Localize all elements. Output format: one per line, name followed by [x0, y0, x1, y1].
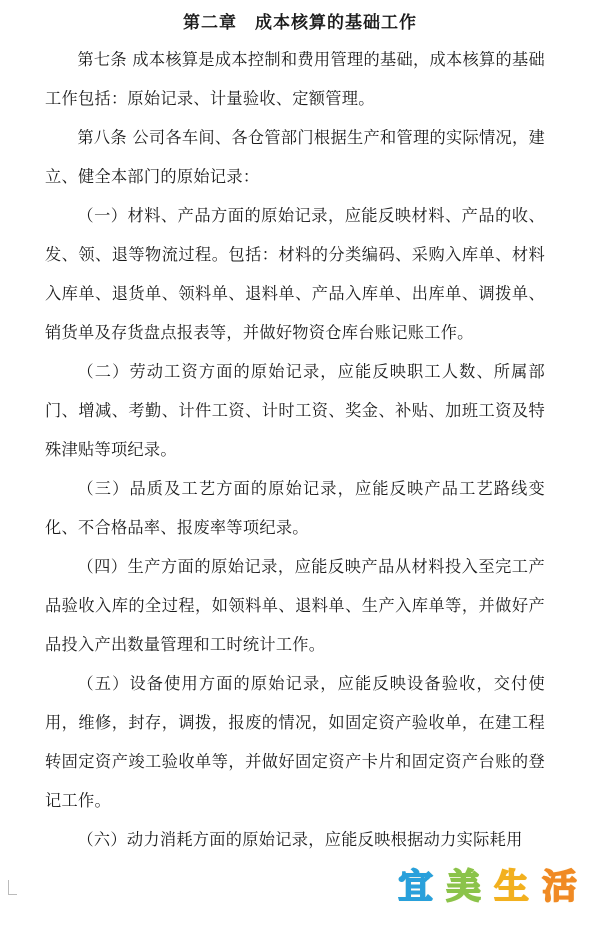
- document-body: [45, 40, 545, 859]
- watermark-char: 活: [542, 867, 577, 907]
- paragraph-production-records: （四）生产方面的原始记录，应能反映产品从材料投入至完工产品验收入库的全过程，如领料单、退料单、生产入库单等，并做好产品投入产出数量管理和工时统计工作。: [45, 557, 545, 654]
- paragraph-article-7: 第七条 成本核算是成本控制和费用管理的基础，成本核算的基础工作包括：原始记录、计量验收、定额管理。: [45, 50, 545, 108]
- paragraph-article-8: 第八条 公司各车间、各仓管部门根据生产和管理的实际情况，建立、健全本部门的原始记录：: [45, 128, 545, 186]
- paragraph-labor-records: （二）劳动工资方面的原始记录，应能反映职工人数、所属部门、增减、考勤、计件工资、计时工资、奖金、补贴、加班工资及特殊津贴等项纪录。: [45, 362, 545, 459]
- watermark-char: 美: [446, 867, 481, 907]
- watermark-char: 生: [494, 867, 529, 907]
- watermark-logo: [394, 862, 581, 905]
- paragraph-materials-records: （一）材料、产品方面的原始记录，应能反映材料、产品的收、发、领、退等物流过程。包括：材料的分类编码、采购入库单、材料入库单、退货单、领料单、退料单、产品入库单、出库单、调拨单、销货单及存货盘点报表等，并做好物资仓库台账记账工作。: [45, 206, 545, 342]
- paragraph-equipment-records: （五）设备使用方面的原始记录，应能反映设备验收，交付使用，维修，封存，调拨，报废的情况，如固定资产验收单，在建工程转固定资产竣工验收单等，并做好固定资产卡片和固定资产台账的登记工作。: [45, 674, 545, 810]
- page-corner-mark: [8, 880, 17, 895]
- chapter-title: 第二章 成本核算的基础工作: [183, 13, 417, 33]
- watermark-char: 宜: [398, 867, 433, 907]
- paragraph-quality-records: （三）品质及工艺方面的原始记录，应能反映产品工艺路线变化、不合格品率、报废率等项纪录。: [45, 479, 545, 537]
- paragraph-energy-records: （六）动力消耗方面的原始记录，应能反映根据动力实际耗用: [77, 830, 523, 849]
